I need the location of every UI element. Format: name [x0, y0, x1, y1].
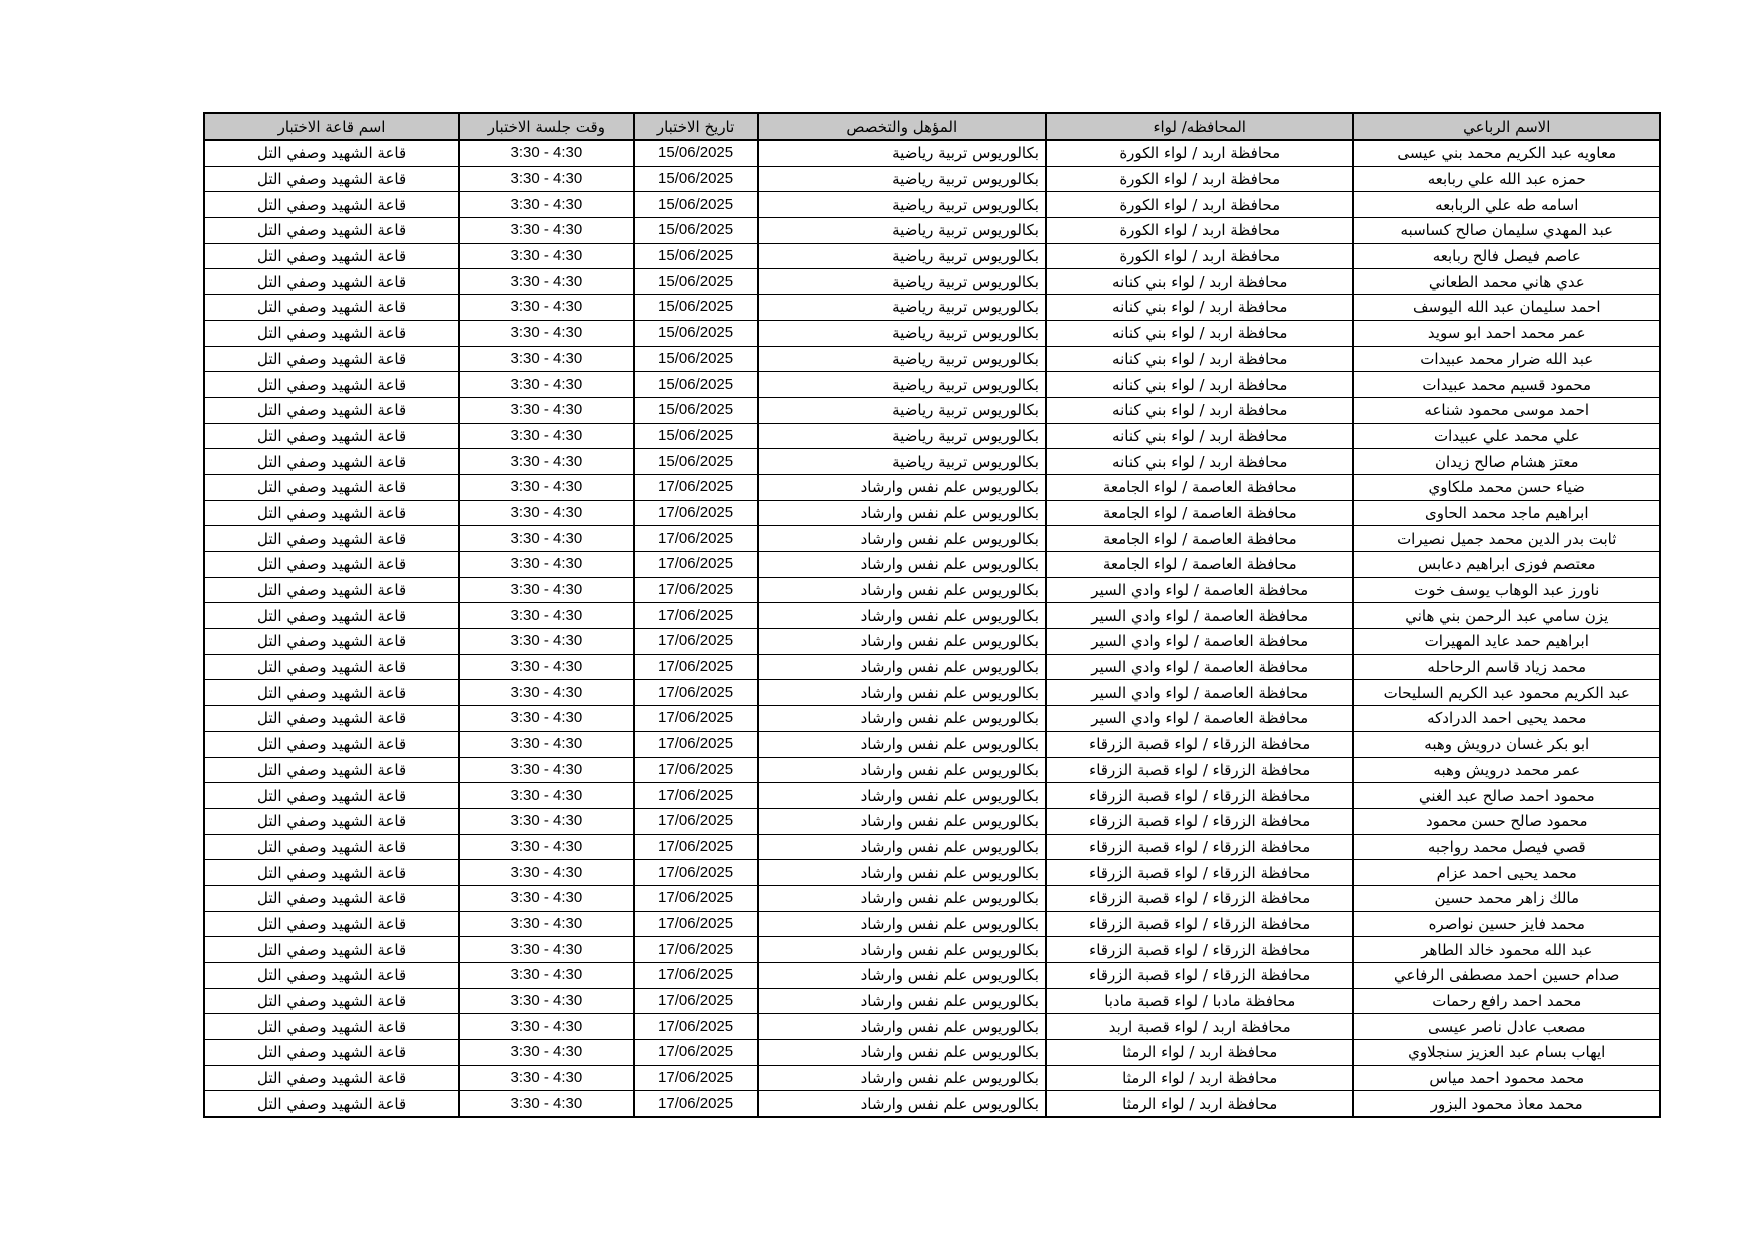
cell-qualification: بكالوريوس علم نفس وارشاد	[758, 834, 1046, 860]
cell-date: 17/06/2025	[634, 1014, 758, 1040]
cell-hall: قاعة الشهيد وصفي التل	[204, 1091, 459, 1117]
cell-time: 3:30 - 4:30	[459, 654, 633, 680]
cell-qualification: بكالوريوس علم نفس وارشاد	[758, 860, 1046, 886]
cell-governorate: محافظة اربد / لواء قصبة اربد	[1046, 1014, 1354, 1040]
cell-qualification: بكالوريوس علم نفس وارشاد	[758, 474, 1046, 500]
cell-governorate: محافظة اربد / لواء بني كنانه	[1046, 449, 1354, 475]
cell-name: محمد فايز حسين نواصره	[1353, 911, 1660, 937]
cell-hall: قاعة الشهيد وصفي التل	[204, 1014, 459, 1040]
header-name: الاسم الرباعي	[1353, 113, 1660, 140]
table-row	[204, 885, 1660, 911]
cell-date: 17/06/2025	[634, 1065, 758, 1091]
cell-time: 3:30 - 4:30	[459, 1065, 633, 1091]
cell-time: 3:30 - 4:30	[459, 140, 633, 166]
cell-time: 3:30 - 4:30	[459, 911, 633, 937]
cell-name: قصي فيصل محمد رواجبه	[1353, 834, 1660, 860]
cell-hall: قاعة الشهيد وصفي التل	[204, 218, 459, 244]
cell-qualification: بكالوريوس علم نفس وارشاد	[758, 654, 1046, 680]
cell-hall: قاعة الشهيد وصفي التل	[204, 911, 459, 937]
cell-name: مالك زاهر محمد حسين	[1353, 885, 1660, 911]
cell-hall: قاعة الشهيد وصفي التل	[204, 860, 459, 886]
cell-qualification: بكالوريوس علم نفس وارشاد	[758, 731, 1046, 757]
header-date: تاريخ الاختبار	[634, 113, 758, 140]
cell-hall: قاعة الشهيد وصفي التل	[204, 577, 459, 603]
cell-governorate: محافظة اربد / لواء بني كنانه	[1046, 372, 1354, 398]
cell-time: 3:30 - 4:30	[459, 449, 633, 475]
cell-time: 3:30 - 4:30	[459, 1091, 633, 1117]
cell-time: 3:30 - 4:30	[459, 860, 633, 886]
cell-time: 3:30 - 4:30	[459, 346, 633, 372]
cell-name: محمد محمود احمد مياس	[1353, 1065, 1660, 1091]
cell-hall: قاعة الشهيد وصفي التل	[204, 397, 459, 423]
cell-qualification: بكالوريوس تربية رياضية	[758, 269, 1046, 295]
cell-date: 17/06/2025	[634, 680, 758, 706]
cell-time: 3:30 - 4:30	[459, 423, 633, 449]
cell-governorate: محافظة العاصمة / لواء الجامعة	[1046, 500, 1354, 526]
cell-governorate: محافظة الزرقاء / لواء قصبة الزرقاء	[1046, 860, 1354, 886]
cell-governorate: محافظة العاصمة / لواء وادي السير	[1046, 603, 1354, 629]
cell-hall: قاعة الشهيد وصفي التل	[204, 808, 459, 834]
cell-date: 17/06/2025	[634, 860, 758, 886]
table-row	[204, 192, 1660, 218]
cell-date: 17/06/2025	[634, 474, 758, 500]
cell-governorate: محافظة اربد / لواء الرمثا	[1046, 1065, 1354, 1091]
cell-governorate: محافظة اربد / لواء الكورة	[1046, 166, 1354, 192]
cell-hall: قاعة الشهيد وصفي التل	[204, 423, 459, 449]
cell-qualification: بكالوريوس تربية رياضية	[758, 140, 1046, 166]
cell-name: ابو بكر غسان درويش وهبه	[1353, 731, 1660, 757]
table-row	[204, 577, 1660, 603]
cell-date: 15/06/2025	[634, 372, 758, 398]
cell-qualification: بكالوريوس علم نفس وارشاد	[758, 885, 1046, 911]
cell-qualification: بكالوريوس علم نفس وارشاد	[758, 1014, 1046, 1040]
cell-name: محمد معاذ محمود البزور	[1353, 1091, 1660, 1117]
cell-hall: قاعة الشهيد وصفي التل	[204, 603, 459, 629]
table-row	[204, 295, 1660, 321]
cell-time: 3:30 - 4:30	[459, 706, 633, 732]
table-row	[204, 654, 1660, 680]
table-row	[204, 552, 1660, 578]
cell-date: 17/06/2025	[634, 783, 758, 809]
cell-date: 15/06/2025	[634, 423, 758, 449]
table-row	[204, 783, 1660, 809]
cell-time: 3:30 - 4:30	[459, 603, 633, 629]
cell-time: 3:30 - 4:30	[459, 731, 633, 757]
cell-time: 3:30 - 4:30	[459, 834, 633, 860]
cell-hall: قاعة الشهيد وصفي التل	[204, 885, 459, 911]
cell-date: 17/06/2025	[634, 1040, 758, 1066]
cell-qualification: بكالوريوس علم نفس وارشاد	[758, 783, 1046, 809]
table-body	[204, 140, 1660, 1117]
cell-date: 17/06/2025	[634, 937, 758, 963]
cell-name: ايهاب بسام عبد العزيز سنجلاوي	[1353, 1040, 1660, 1066]
cell-hall: قاعة الشهيد وصفي التل	[204, 140, 459, 166]
table-row	[204, 680, 1660, 706]
cell-hall: قاعة الشهيد وصفي التل	[204, 988, 459, 1014]
cell-governorate: محافظة اربد / لواء الكورة	[1046, 243, 1354, 269]
cell-name: اسامه طه علي الربابعه	[1353, 192, 1660, 218]
table-row	[204, 603, 1660, 629]
cell-date: 17/06/2025	[634, 808, 758, 834]
cell-time: 3:30 - 4:30	[459, 320, 633, 346]
cell-time: 3:30 - 4:30	[459, 474, 633, 500]
cell-time: 3:30 - 4:30	[459, 808, 633, 834]
cell-date: 17/06/2025	[634, 577, 758, 603]
cell-governorate: محافظة الزرقاء / لواء قصبة الزرقاء	[1046, 885, 1354, 911]
cell-date: 17/06/2025	[634, 988, 758, 1014]
cell-name: عاصم فيصل فالح ربابعه	[1353, 243, 1660, 269]
cell-name: صدام حسين احمد مصطفى الرفاعي	[1353, 963, 1660, 989]
cell-hall: قاعة الشهيد وصفي التل	[204, 474, 459, 500]
cell-hall: قاعة الشهيد وصفي التل	[204, 243, 459, 269]
cell-name: محمود صالح حسن محمود	[1353, 808, 1660, 834]
cell-qualification: بكالوريوس علم نفس وارشاد	[758, 808, 1046, 834]
cell-governorate: محافظة الزرقاء / لواء قصبة الزرقاء	[1046, 937, 1354, 963]
cell-time: 3:30 - 4:30	[459, 192, 633, 218]
cell-qualification: بكالوريوس علم نفس وارشاد	[758, 706, 1046, 732]
cell-time: 3:30 - 4:30	[459, 963, 633, 989]
cell-time: 3:30 - 4:30	[459, 526, 633, 552]
table-row	[204, 320, 1660, 346]
cell-name: عبد الكريم محمود عبد الكريم السليحات	[1353, 680, 1660, 706]
cell-governorate: محافظة اربد / لواء بني كنانه	[1046, 269, 1354, 295]
table-row	[204, 988, 1660, 1014]
cell-hall: قاعة الشهيد وصفي التل	[204, 1040, 459, 1066]
cell-time: 3:30 - 4:30	[459, 218, 633, 244]
cell-governorate: محافظة اربد / لواء بني كنانه	[1046, 320, 1354, 346]
cell-qualification: بكالوريوس تربية رياضية	[758, 295, 1046, 321]
cell-qualification: بكالوريوس تربية رياضية	[758, 397, 1046, 423]
cell-name: محمود قسيم محمد عبيدات	[1353, 372, 1660, 398]
table-row	[204, 269, 1660, 295]
cell-hall: قاعة الشهيد وصفي التل	[204, 654, 459, 680]
table-row	[204, 449, 1660, 475]
cell-name: عمر محمد درويش وهبه	[1353, 757, 1660, 783]
cell-governorate: محافظة الزرقاء / لواء قصبة الزرقاء	[1046, 834, 1354, 860]
cell-date: 17/06/2025	[634, 885, 758, 911]
cell-date: 15/06/2025	[634, 320, 758, 346]
cell-date: 17/06/2025	[634, 1091, 758, 1117]
cell-name: معتز هشام صالح زيدان	[1353, 449, 1660, 475]
cell-qualification: بكالوريوس علم نفس وارشاد	[758, 552, 1046, 578]
table-row	[204, 372, 1660, 398]
cell-name: محمد يحيى احمد الدرادكه	[1353, 706, 1660, 732]
cell-name: عمر محمد احمد ابو سويد	[1353, 320, 1660, 346]
cell-time: 3:30 - 4:30	[459, 243, 633, 269]
cell-governorate: محافظة اربد / لواء الكورة	[1046, 218, 1354, 244]
cell-name: محمود احمد صالح عبد الغني	[1353, 783, 1660, 809]
table-row	[204, 243, 1660, 269]
cell-date: 17/06/2025	[634, 963, 758, 989]
cell-date: 15/06/2025	[634, 397, 758, 423]
cell-hall: قاعة الشهيد وصفي التل	[204, 500, 459, 526]
cell-governorate: محافظة العاصمة / لواء وادي السير	[1046, 654, 1354, 680]
cell-time: 3:30 - 4:30	[459, 680, 633, 706]
header-governorate: المحافظه/ لواء	[1046, 113, 1354, 140]
cell-qualification: بكالوريوس علم نفس وارشاد	[758, 1065, 1046, 1091]
cell-time: 3:30 - 4:30	[459, 269, 633, 295]
cell-qualification: بكالوريوس علم نفس وارشاد	[758, 937, 1046, 963]
table-row	[204, 1040, 1660, 1066]
cell-name: معتصم فوزى ابراهيم دعابس	[1353, 552, 1660, 578]
cell-name: احمد موسى محمود شناعه	[1353, 397, 1660, 423]
cell-date: 17/06/2025	[634, 552, 758, 578]
cell-date: 17/06/2025	[634, 629, 758, 655]
table-row	[204, 757, 1660, 783]
cell-hall: قاعة الشهيد وصفي التل	[204, 552, 459, 578]
cell-governorate: محافظة اربد / لواء الرمثا	[1046, 1091, 1354, 1117]
header-time: وقت جلسة الاختبار	[459, 113, 633, 140]
cell-governorate: محافظة العاصمة / لواء وادي السير	[1046, 680, 1354, 706]
exam-schedule-table	[203, 112, 1661, 1118]
cell-time: 3:30 - 4:30	[459, 783, 633, 809]
cell-hall: قاعة الشهيد وصفي التل	[204, 680, 459, 706]
cell-name: يزن سامي عبد الرحمن بني هاني	[1353, 603, 1660, 629]
table-row	[204, 1065, 1660, 1091]
cell-qualification: بكالوريوس علم نفس وارشاد	[758, 757, 1046, 783]
cell-time: 3:30 - 4:30	[459, 166, 633, 192]
cell-qualification: بكالوريوس تربية رياضية	[758, 372, 1046, 398]
table-row	[204, 963, 1660, 989]
cell-date: 17/06/2025	[634, 526, 758, 552]
cell-governorate: محافظة مادبا / لواء قصبة مادبا	[1046, 988, 1354, 1014]
cell-name: ثابت بدر الدين محمد جميل نصيرات	[1353, 526, 1660, 552]
cell-governorate: محافظة اربد / لواء الرمثا	[1046, 1040, 1354, 1066]
cell-name: احمد سليمان عبد الله اليوسف	[1353, 295, 1660, 321]
cell-hall: قاعة الشهيد وصفي التل	[204, 937, 459, 963]
table-row	[204, 629, 1660, 655]
cell-governorate: محافظة الزرقاء / لواء قصبة الزرقاء	[1046, 808, 1354, 834]
cell-date: 17/06/2025	[634, 834, 758, 860]
cell-governorate: محافظة العاصمة / لواء الجامعة	[1046, 526, 1354, 552]
table-row	[204, 166, 1660, 192]
table-row	[204, 423, 1660, 449]
cell-date: 17/06/2025	[634, 603, 758, 629]
cell-qualification: بكالوريوس تربية رياضية	[758, 423, 1046, 449]
table-row	[204, 937, 1660, 963]
cell-date: 15/06/2025	[634, 243, 758, 269]
cell-governorate: محافظة العاصمة / لواء الجامعة	[1046, 552, 1354, 578]
cell-name: ناورز عبد الوهاب يوسف خوت	[1353, 577, 1660, 603]
cell-date: 17/06/2025	[634, 706, 758, 732]
cell-time: 3:30 - 4:30	[459, 988, 633, 1014]
cell-hall: قاعة الشهيد وصفي التل	[204, 757, 459, 783]
cell-date: 17/06/2025	[634, 731, 758, 757]
cell-hall: قاعة الشهيد وصفي التل	[204, 1065, 459, 1091]
cell-time: 3:30 - 4:30	[459, 1040, 633, 1066]
cell-time: 3:30 - 4:30	[459, 397, 633, 423]
cell-qualification: بكالوريوس تربية رياضية	[758, 243, 1046, 269]
cell-qualification: بكالوريوس علم نفس وارشاد	[758, 500, 1046, 526]
cell-time: 3:30 - 4:30	[459, 577, 633, 603]
cell-date: 15/06/2025	[634, 449, 758, 475]
cell-date: 15/06/2025	[634, 218, 758, 244]
cell-hall: قاعة الشهيد وصفي التل	[204, 834, 459, 860]
cell-date: 15/06/2025	[634, 295, 758, 321]
cell-qualification: بكالوريوس تربية رياضية	[758, 346, 1046, 372]
cell-qualification: بكالوريوس تربية رياضية	[758, 166, 1046, 192]
table-row	[204, 218, 1660, 244]
cell-qualification: بكالوريوس علم نفس وارشاد	[758, 603, 1046, 629]
cell-governorate: محافظة العاصمة / لواء وادي السير	[1046, 577, 1354, 603]
cell-name: عبد الله ضرار محمد عبيدات	[1353, 346, 1660, 372]
cell-hall: قاعة الشهيد وصفي التل	[204, 192, 459, 218]
cell-time: 3:30 - 4:30	[459, 1014, 633, 1040]
table-row	[204, 731, 1660, 757]
table-row	[204, 1091, 1660, 1117]
cell-governorate: محافظة العاصمة / لواء الجامعة	[1046, 474, 1354, 500]
cell-governorate: محافظة العاصمة / لواء وادي السير	[1046, 706, 1354, 732]
cell-name: محمد احمد رافع رحمات	[1353, 988, 1660, 1014]
cell-date: 17/06/2025	[634, 911, 758, 937]
cell-qualification: بكالوريوس علم نفس وارشاد	[758, 526, 1046, 552]
cell-date: 15/06/2025	[634, 192, 758, 218]
table-row	[204, 500, 1660, 526]
cell-name: ابراهيم حمد عايد المهيرات	[1353, 629, 1660, 655]
cell-qualification: بكالوريوس علم نفس وارشاد	[758, 988, 1046, 1014]
cell-name: مصعب عادل ناصر عيسى	[1353, 1014, 1660, 1040]
cell-qualification: بكالوريوس تربية رياضية	[758, 449, 1046, 475]
cell-time: 3:30 - 4:30	[459, 885, 633, 911]
header-qualification: المؤهل والتخصص	[758, 113, 1046, 140]
cell-date: 15/06/2025	[634, 269, 758, 295]
cell-hall: قاعة الشهيد وصفي التل	[204, 320, 459, 346]
cell-qualification: بكالوريوس علم نفس وارشاد	[758, 1040, 1046, 1066]
header-hall: اسم قاعة الاختبار	[204, 113, 459, 140]
cell-time: 3:30 - 4:30	[459, 629, 633, 655]
cell-name: حمزه عبد الله علي ربابعه	[1353, 166, 1660, 192]
cell-hall: قاعة الشهيد وصفي التل	[204, 346, 459, 372]
table-row	[204, 911, 1660, 937]
cell-name: ضياء حسن محمد ملكاوي	[1353, 474, 1660, 500]
table-row	[204, 526, 1660, 552]
cell-time: 3:30 - 4:30	[459, 372, 633, 398]
cell-name: عبد الله محمود خالد الطاهر	[1353, 937, 1660, 963]
cell-qualification: بكالوريوس علم نفس وارشاد	[758, 963, 1046, 989]
cell-governorate: محافظة الزرقاء / لواء قصبة الزرقاء	[1046, 731, 1354, 757]
cell-hall: قاعة الشهيد وصفي التل	[204, 269, 459, 295]
cell-date: 17/06/2025	[634, 654, 758, 680]
table-row	[204, 346, 1660, 372]
cell-name: عبد المهدي سليمان صالح كساسبه	[1353, 218, 1660, 244]
cell-governorate: محافظة اربد / لواء بني كنانه	[1046, 397, 1354, 423]
cell-time: 3:30 - 4:30	[459, 757, 633, 783]
table-row	[204, 808, 1660, 834]
cell-hall: قاعة الشهيد وصفي التل	[204, 372, 459, 398]
cell-time: 3:30 - 4:30	[459, 552, 633, 578]
cell-time: 3:30 - 4:30	[459, 295, 633, 321]
table-row	[204, 474, 1660, 500]
cell-qualification: بكالوريوس تربية رياضية	[758, 192, 1046, 218]
cell-name: محمد يحيى احمد عزام	[1353, 860, 1660, 886]
table-row	[204, 397, 1660, 423]
cell-qualification: بكالوريوس علم نفس وارشاد	[758, 911, 1046, 937]
cell-qualification: بكالوريوس علم نفس وارشاد	[758, 629, 1046, 655]
cell-governorate: محافظة الزرقاء / لواء قصبة الزرقاء	[1046, 963, 1354, 989]
cell-name: علي محمد علي عبيدات	[1353, 423, 1660, 449]
cell-name: معاويه عبد الكريم محمد بني عيسى	[1353, 140, 1660, 166]
cell-governorate: محافظة اربد / لواء الكورة	[1046, 140, 1354, 166]
header-row	[204, 113, 1660, 140]
cell-governorate: محافظة الزرقاء / لواء قصبة الزرقاء	[1046, 783, 1354, 809]
table-row	[204, 706, 1660, 732]
cell-name: ابراهيم ماجد محمد الحاوى	[1353, 500, 1660, 526]
cell-governorate: محافظة اربد / لواء بني كنانه	[1046, 295, 1354, 321]
cell-name: محمد زياد قاسم الرحاحله	[1353, 654, 1660, 680]
cell-hall: قاعة الشهيد وصفي التل	[204, 629, 459, 655]
cell-qualification: بكالوريوس علم نفس وارشاد	[758, 680, 1046, 706]
cell-date: 17/06/2025	[634, 757, 758, 783]
table-row	[204, 140, 1660, 166]
cell-hall: قاعة الشهيد وصفي التل	[204, 706, 459, 732]
cell-name: عدي هاني محمد الطعاني	[1353, 269, 1660, 295]
cell-hall: قاعة الشهيد وصفي التل	[204, 166, 459, 192]
table-row	[204, 1014, 1660, 1040]
cell-time: 3:30 - 4:30	[459, 937, 633, 963]
cell-governorate: محافظة العاصمة / لواء وادي السير	[1046, 629, 1354, 655]
cell-governorate: محافظة الزرقاء / لواء قصبة الزرقاء	[1046, 757, 1354, 783]
cell-date: 15/06/2025	[634, 346, 758, 372]
cell-hall: قاعة الشهيد وصفي التل	[204, 963, 459, 989]
cell-governorate: محافظة اربد / لواء بني كنانه	[1046, 346, 1354, 372]
cell-governorate: محافظة اربد / لواء الكورة	[1046, 192, 1354, 218]
cell-governorate: محافظة الزرقاء / لواء قصبة الزرقاء	[1046, 911, 1354, 937]
cell-date: 15/06/2025	[634, 140, 758, 166]
cell-hall: قاعة الشهيد وصفي التل	[204, 731, 459, 757]
cell-time: 3:30 - 4:30	[459, 500, 633, 526]
cell-hall: قاعة الشهيد وصفي التل	[204, 526, 459, 552]
cell-hall: قاعة الشهيد وصفي التل	[204, 783, 459, 809]
cell-date: 15/06/2025	[634, 166, 758, 192]
table-row	[204, 860, 1660, 886]
cell-hall: قاعة الشهيد وصفي التل	[204, 449, 459, 475]
cell-date: 17/06/2025	[634, 500, 758, 526]
cell-hall: قاعة الشهيد وصفي التل	[204, 295, 459, 321]
cell-qualification: بكالوريوس تربية رياضية	[758, 320, 1046, 346]
table-header	[204, 113, 1660, 140]
cell-qualification: بكالوريوس علم نفس وارشاد	[758, 1091, 1046, 1117]
cell-qualification: بكالوريوس علم نفس وارشاد	[758, 577, 1046, 603]
cell-qualification: بكالوريوس تربية رياضية	[758, 218, 1046, 244]
cell-governorate: محافظة اربد / لواء بني كنانه	[1046, 423, 1354, 449]
table-row	[204, 834, 1660, 860]
